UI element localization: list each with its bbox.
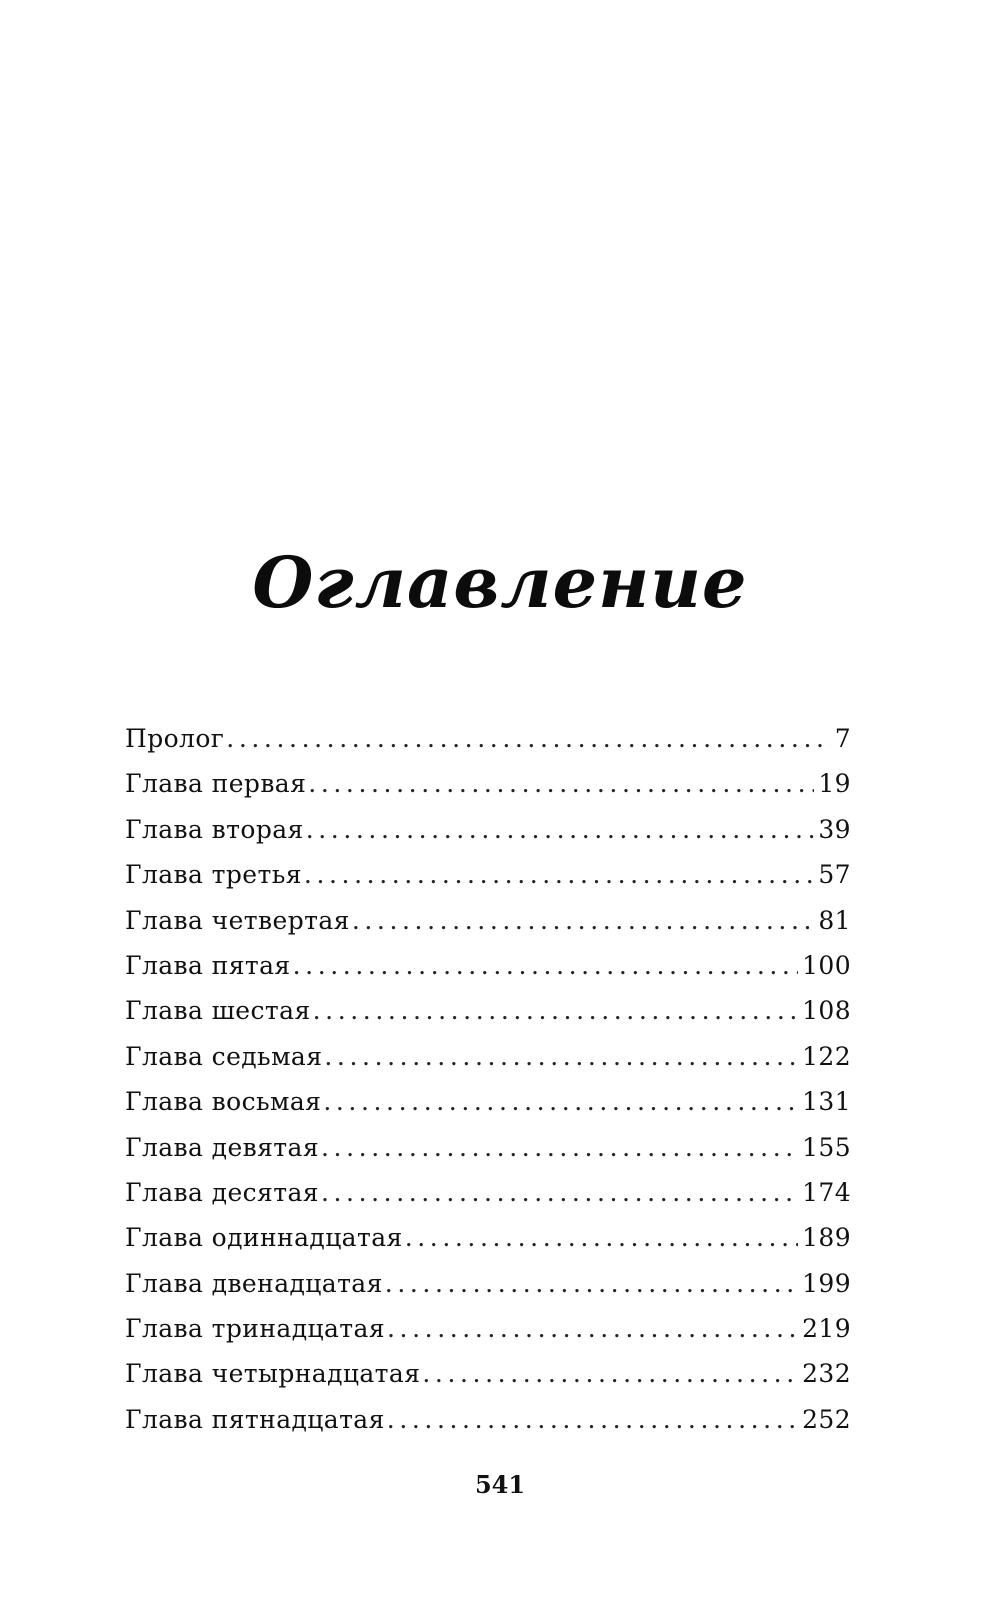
toc-entry-page: 219 <box>802 1314 851 1344</box>
dot-leader <box>324 1042 798 1071</box>
dot-leader <box>226 724 830 753</box>
toc-entry-page: 19 <box>818 769 851 799</box>
toc-entry-page: 7 <box>834 724 851 753</box>
toc-entry-page: 189 <box>802 1223 851 1253</box>
dot-leader <box>308 769 814 798</box>
toc-entry-page: 155 <box>802 1132 851 1162</box>
toc-entry <box>125 1405 851 1450</box>
page-number: 541 <box>474 1470 526 1499</box>
dot-leader <box>306 815 815 844</box>
toc-entry-page: 39 <box>818 814 851 844</box>
toc-entry-page: 131 <box>802 1087 851 1117</box>
dot-leader <box>321 1133 798 1162</box>
toc-entry-label: Пролог <box>125 724 225 753</box>
toc-entry-page: 81 <box>818 905 851 935</box>
toc-entry-label: Глава двенадцатая <box>125 1268 383 1298</box>
toc-entry <box>125 860 851 905</box>
toc-entry <box>125 724 851 769</box>
toc-entry-label: Глава вторая <box>125 814 304 844</box>
toc-entry <box>125 769 851 814</box>
toc-entry-page: 252 <box>802 1404 851 1434</box>
dot-leader <box>387 1314 798 1343</box>
toc-entry <box>125 1359 851 1404</box>
toc-entry-label: Глава четырнадцатая <box>125 1359 421 1389</box>
toc-entry-page: 199 <box>802 1268 851 1298</box>
table-of-contents <box>125 724 851 1450</box>
page-title: Оглавление <box>252 541 748 624</box>
dot-leader <box>422 1359 798 1388</box>
toc-entry <box>125 951 851 996</box>
toc-entry <box>125 1178 851 1223</box>
toc-entry <box>125 996 851 1041</box>
dot-leader <box>321 1178 798 1207</box>
toc-entry-label: Глава первая <box>125 769 307 799</box>
dot-leader <box>405 1223 798 1252</box>
dot-leader <box>313 996 798 1025</box>
toc-entry-page: 57 <box>818 860 851 890</box>
toc-entry <box>125 1314 851 1359</box>
toc-entry-page: 232 <box>802 1359 851 1389</box>
toc-entry-page: 174 <box>802 1177 851 1207</box>
toc-entry-label: Глава девятая <box>125 1132 320 1162</box>
toc-entry-label: Глава шестая <box>125 996 311 1026</box>
toc-entry <box>125 1042 851 1087</box>
toc-entry <box>125 906 851 951</box>
toc-entry-label: Глава тринадцатая <box>125 1314 386 1344</box>
dot-leader <box>304 860 814 889</box>
toc-entry <box>125 1269 851 1314</box>
dot-leader <box>293 951 798 980</box>
toc-entry <box>125 1223 851 1268</box>
toc-entry-page: 108 <box>802 996 851 1026</box>
dot-leader <box>387 1405 798 1434</box>
toc-entry-page: 122 <box>802 1041 851 1071</box>
dot-leader <box>352 906 815 935</box>
toc-entry-label: Глава седьмая <box>125 1041 323 1071</box>
toc-entry-label: Глава пятнадцатая <box>125 1404 385 1434</box>
toc-entry <box>125 1087 851 1132</box>
toc-entry-label: Глава третья <box>125 860 302 890</box>
toc-entry-label: Глава восьмая <box>125 1087 322 1117</box>
dot-leader <box>385 1269 798 1298</box>
dot-leader <box>323 1087 798 1116</box>
toc-entry-label: Глава четвертая <box>125 905 350 935</box>
toc-entry <box>125 1133 851 1178</box>
toc-entry-label: Глава десятая <box>125 1177 319 1207</box>
toc-entry <box>125 815 851 860</box>
toc-entry-label: Глава пятая <box>125 950 291 980</box>
toc-entry-label: Глава одиннадцатая <box>125 1223 403 1253</box>
toc-entry-page: 100 <box>802 950 851 980</box>
